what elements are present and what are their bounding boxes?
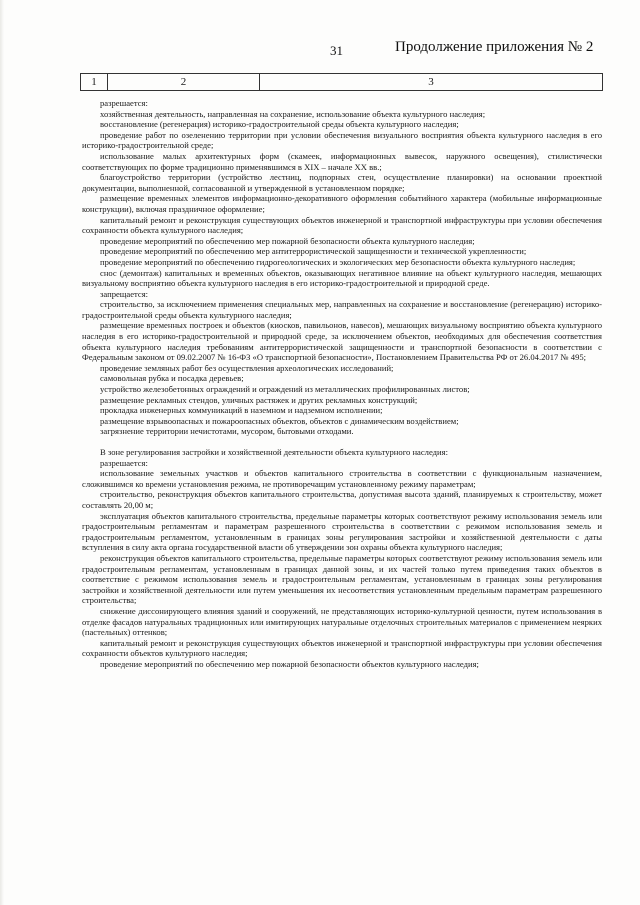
regulation-paragraph: капитальный ремонт и реконструкция существующих объектов инженерной и транспортной инфраструктуры при условии обеспечения сохранности объекта культурного наследия; (82, 214, 602, 236)
regulation-paragraph: капитальный ремонт и реконструкция существующих объектов инженерной и транспортной инфраструктуры при условии обеспечения сохранности объектов культурного наследия; (82, 637, 602, 659)
regulation-paragraph: благоустройство территории (устройство лестниц, подпорных стен, осуществление планировки) на основании проектной документации, выполненной, согласованной и утвержденной в установленном порядке; (82, 172, 602, 193)
regulation-paragraph: самовольная рубка и посадка деревьев; (100, 373, 244, 384)
regulation-paragraph: прокладка инженерных коммуникаций в наземном и надземном исполнении; (100, 405, 383, 416)
regulation-text (82, 98, 602, 669)
regulation-paragraph: реконструкция объектов капитального строительства, предельные параметры которых соответствуют режиму использования земель или градостроительным регламентам, установленным в границах данной зоны, и их частей только путем приведения таких объектов в соответствие с режимом использования земель и градостроительным регламентам, установленным в границах зоны регулирования застройки и хозяйственной деятельности или путем уменьшения их несоответствия установленным предельным параметрам разрешенного строительства; (82, 552, 602, 606)
column-number-3: 3 (428, 76, 434, 88)
regulation-paragraph: В зоне регулирования застройки и хозяйственной деятельности объекта культурного наследия: (100, 447, 448, 457)
regulation-paragraph: хозяйственная деятельность, направленная на сохранение, использование объекта культурного наследия; (100, 108, 486, 119)
regulation-paragraph: строительство, реконструкция объектов капитального строительства, допустимая высота зданий, планируемых к строительству, может составлять 20,00 м; (82, 489, 602, 510)
regulation-paragraph: размещение временных элементов информационно-декоративного оформления событийного характера (мобильные информационные конструкции), включая праздничное оформление; (82, 193, 602, 214)
regulation-paragraph: разрешается: (100, 98, 148, 108)
column-number-2: 2 (108, 74, 260, 90)
appendix-continuation-title: Продолжение приложения № 2 (395, 39, 594, 55)
regulation-paragraph: эксплуатация объектов капитального строительства, предельные параметры которых соответствуют режиму использования земель или градостроительным регламентам и параметрам разрешенного строительства в соответствии с режимом использования земель и градостроительным регламентом, установленным в границах зоны регулирования застройки и хозяйственной деятельности с даты вступления в силу акта органа государственной власти об утверждении зон охраны объекта культурного наследия; (82, 510, 602, 553)
regulation-paragraph: запрещается: (100, 288, 149, 299)
regulation-paragraph: использование малых архитектурных форм (скамеек, информационных вывесок, наружного освещения), стилистически соответствующих по форме традиционно применявшимся в XIX – начале XX вв.; (82, 150, 602, 172)
regulation-paragraph: устройство железобетонных ограждений и ограждений из металлических профилированных листов; (100, 384, 470, 395)
regulation-paragraph: проведение мероприятий по обеспечению мер пожарной безопасности объекта культурного наследия; (100, 235, 475, 246)
column-number-1: 1 (81, 74, 108, 90)
regulation-paragraph: загрязнение территории нечистотами, мусором, бытовыми отходами. (100, 426, 354, 437)
regulation-paragraph: проведение работ по озеленению территории при условии обеспечения визуального восприятия объекта культурного наследия в его историко-градостроительной среде; (82, 129, 602, 151)
regulation-paragraph: проведение мероприятий по обеспечению мер пожарной безопасности объектов культурного наследия; (100, 658, 479, 669)
regulation-paragraph: снижение диссонирующего влияния зданий и сооружений, не представляющих историко-культурной ценности, путем использования в отделке фасадов натуральных традиционных или имитирующих натуральные отделочных строительных материалов с применением неярких (пастельных) оттенков; (82, 605, 602, 638)
column-number-table (80, 73, 603, 91)
regulation-paragraph: снос (демонтаж) капитальных и временных объектов, оказывающих негативное влияние на объект культурного наследия, мешающих визуальному восприятию объекта культурного наследия в его историко-градостроительной и природной среде. (82, 267, 602, 289)
scan-edge-shadow (0, 0, 4, 905)
regulation-paragraph: проведение земляных работ без осуществления археологических исследований; (100, 362, 394, 373)
regulation-paragraph: использование земельных участков и объектов капитального строительства в соответствии с функциональным назначением, сложившимся ко времени установления режима, не противоречащим установленному режиму параметрам; (82, 468, 602, 489)
regulation-paragraph: строительство, за исключением применения специальных мер, направленных на сохранение и восстановление (регенерацию) историко-градостроительной среды объекта культурного наследия; (82, 299, 602, 320)
page-number: 31 (330, 43, 343, 58)
regulation-paragraph: размещение взрывоопасных и пожароопасных объектов, объектов с динамическим воздействием; (100, 415, 459, 426)
regulation-paragraph: проведение мероприятий по обеспечению мер антитеррористической защищенности и технической укрепленности; (100, 246, 527, 257)
regulation-paragraph: проведение мероприятий по обеспечению гидрогеологических и экологических мер безопасности объекта культурного наследия; (100, 256, 576, 267)
regulation-paragraph: восстановление (регенерация) историко-градостроительной среды объекта культурного наследия; (100, 119, 459, 130)
regulation-paragraph: размещение рекламных стендов, уличных растяжек и других рекламных конструкций; (100, 394, 418, 405)
regulation-paragraph: размещение временных построек и объектов (киосков, павильонов, навесов), мешающих визуальному восприятию объекта культурного наследия в его историко-градостроительной и природной среде, за исключением объектов, необходимых для обеспечения соответствия объекта культурного наследия требованиям антитеррористической защищенности и транспортной безопасности в соответствии с Федеральным законом от 09.02.2007 № 16-ФЗ «О транспортной безопасности», Постановлением Правительства РФ от 26.04.2017 № 495; (82, 320, 602, 363)
regulation-paragraph: разрешается: (100, 457, 148, 468)
